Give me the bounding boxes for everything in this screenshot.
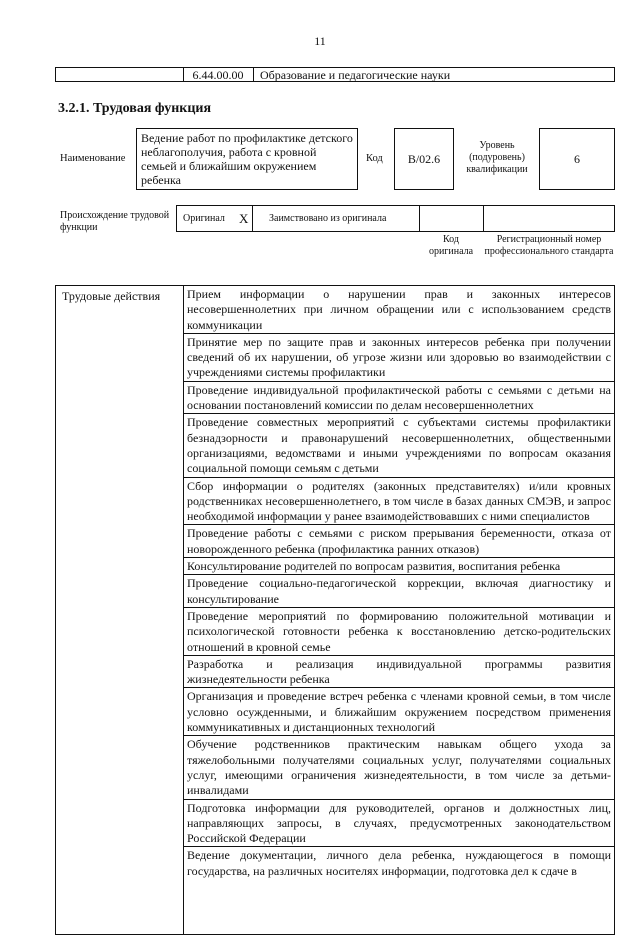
function-code-box: B/02.6 xyxy=(394,128,454,190)
labor-action-item: Организация и проведение встреч ребенка с членами кровной семьи, в том числе условно осужденными, и ближайшим окружением посредством применения коммуникативных и дистанционных технологий xyxy=(184,688,614,736)
origin-row xyxy=(176,205,615,232)
labor-action-item: Консультирование родителей по вопросам развития, воспитания ребенка xyxy=(184,558,614,575)
labor-action-item: Сбор информации о родителях (законных представителях) и/или кровных родственниках несовершеннолетнего, в том числе в базах данных СМЭВ, и запрос необходимой информации у ранее взаимодействовавших с ними специалистов xyxy=(184,478,614,526)
classification-table xyxy=(55,67,615,82)
classification-code: 6.44.00.00 xyxy=(183,68,254,81)
borrowed-label: Заимствовано из оригинала xyxy=(253,206,420,231)
labor-action-item: Проведение социально-педагогической коррекции, включая диагностику и консультирование xyxy=(184,575,614,608)
labor-action-item: Проведение совместных мероприятий с субъектами системы профилактики безнадзорности и правонарушений несовершеннолетних, общественными организациями, ведомствами и иными учреждениями по вопросам оказания социальной помощи семьям с детьми xyxy=(184,414,614,477)
classification-label: Образование и педагогические науки xyxy=(260,68,451,82)
reg-number-label: Регистрационный номер профессионального стандарта xyxy=(484,234,614,257)
labor-action-item: Обучение родственников практическим навыкам общего ухода за тяжелобольными получателями социальных услуг, получателями социальных услуг, имеющими ограничения жизнедеятельности, в том числе за детьми-инвалидами xyxy=(184,736,614,799)
level-box: 6 xyxy=(539,128,615,190)
code-original-label: Код оригинала xyxy=(428,234,474,257)
section-title: 3.2.1. Трудовая функция xyxy=(58,101,212,116)
labor-action-item: Прием информации о нарушении прав и законных интересов несовершеннолетних при личном обращении или с использованием средств коммуникации xyxy=(184,286,614,334)
level-label: Уровень (подуровень) квалификации xyxy=(466,140,528,175)
function-name-box: Ведение работ по профилактике детского неблагополучия, работа с кровной семьей и ближайшим окружением ребенка xyxy=(136,128,358,190)
labor-action-item: Подготовка информации для руководителей, органов и должностных лиц, направляющих запросы, в случаях, предусмотренных законодательством Российской Федерации xyxy=(184,800,614,848)
labor-action-item: Проведение индивидуальной профилактической работы с семьями с детьми на основании постановлений комиссии по делам несовершеннолетних xyxy=(184,382,614,415)
labor-actions-heading: Трудовые действия xyxy=(62,289,161,303)
labor-action-item: Разработка и реализация индивидуальной программы развития жизнедеятельности ребенка xyxy=(184,656,614,689)
labor-action-item: Проведение работы с семьями с риском прерывания беременности, отказа от новорожденного ребенка (профилактика ранних отказов) xyxy=(184,525,614,558)
original-label: Оригинал xyxy=(183,213,225,224)
code-label: Код xyxy=(366,153,383,164)
name-label: Наименование xyxy=(60,153,126,164)
labor-actions-table xyxy=(55,285,615,935)
classification-empty-cell xyxy=(56,68,184,81)
original-mark: X xyxy=(239,211,249,226)
labor-action-item: Принятие мер по защите прав и законных интересов ребенка при получении сведений об их нарушении, об угрозе жизни или здоровью во взаимодействии с учреждениями системы профилактики xyxy=(184,334,614,382)
code-original-cell xyxy=(420,206,484,231)
page-number: 11 xyxy=(314,34,326,48)
labor-action-item: Ведение документации, личного дела ребенка, нуждающегося в помощи государства, на различных носителях информации, подготовка дел к сдаче в xyxy=(187,848,611,878)
labor-actions-list xyxy=(184,286,614,879)
labor-action-item: Проведение мероприятий по формированию положительной мотивации и психологической готовности ребенка к восстановлению детско-родительских отношений в кровной семье xyxy=(184,608,614,656)
origin-label: Происхождение трудовой функции xyxy=(60,210,170,233)
original-cell xyxy=(177,206,253,231)
reg-number-cell xyxy=(484,206,614,231)
